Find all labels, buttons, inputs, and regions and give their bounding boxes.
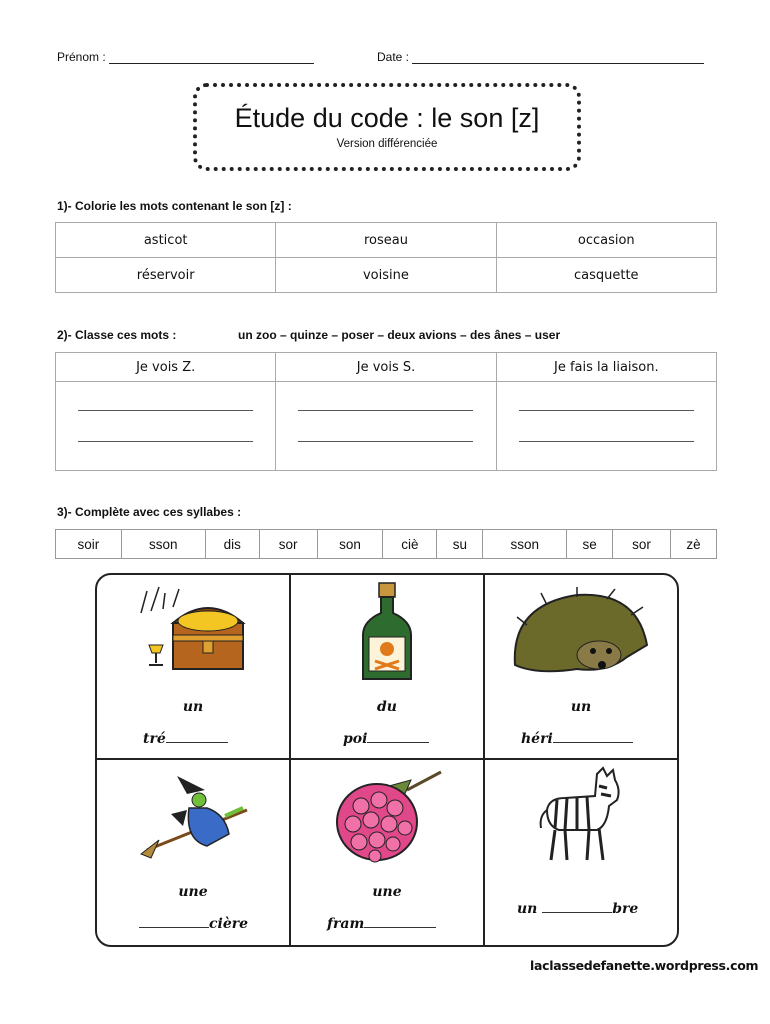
prenom-line[interactable] xyxy=(109,63,314,64)
card-herisson xyxy=(485,575,677,758)
exercise1-table xyxy=(55,222,717,293)
card-poison xyxy=(291,575,483,758)
picture-grid xyxy=(95,573,679,947)
fill-tresor[interactable]: tré xyxy=(143,730,228,747)
fill-herisson[interactable]: héri xyxy=(521,730,633,747)
prenom-label: Prénom : xyxy=(57,50,106,64)
article-un: un xyxy=(570,699,592,715)
exercise2-wordlist: un zoo – quinze – poser – deux avions – des ânes – user xyxy=(238,328,561,342)
prenom-field[interactable] xyxy=(57,50,314,64)
syllable-cell: su xyxy=(437,530,483,559)
column-header: Je fais la liaison. xyxy=(496,353,716,382)
raspberry-icon xyxy=(331,766,445,866)
card-sorciere xyxy=(97,760,289,943)
syllable-cell: dis xyxy=(205,530,259,559)
answer-cell[interactable] xyxy=(276,382,496,471)
column-header: Je vois Z. xyxy=(56,353,276,382)
word-cell[interactable]: casquette xyxy=(496,258,716,293)
syllable-cell: sor xyxy=(613,530,671,559)
card-zebre xyxy=(485,760,677,943)
answer-cell[interactable] xyxy=(496,382,716,471)
syllable-cell: sson xyxy=(483,530,567,559)
article-une: une xyxy=(178,884,208,900)
column-header: Je vois S. xyxy=(276,353,496,382)
page-title: Étude du code : le son [z] xyxy=(234,103,540,133)
fill-zebre[interactable]: un bre xyxy=(517,901,639,917)
zebra-icon xyxy=(537,766,629,866)
witch-icon xyxy=(137,770,255,860)
card-treasure xyxy=(97,575,289,758)
word-cell[interactable]: occasion xyxy=(496,223,716,258)
article-une: une xyxy=(372,884,402,900)
date-label: Date : xyxy=(377,50,410,64)
syllable-cell: se xyxy=(567,530,613,559)
word-cell[interactable]: asticot xyxy=(56,223,276,258)
fill-framboise[interactable]: fram xyxy=(327,915,436,932)
title-box xyxy=(193,83,581,171)
date-line[interactable] xyxy=(412,63,704,64)
syllable-cell: son xyxy=(317,530,383,559)
syllable-table xyxy=(55,529,717,559)
fill-poison[interactable]: poi xyxy=(343,730,429,747)
word-cell[interactable]: réservoir xyxy=(56,258,276,293)
footer-site: laclassedefanette.wordpress.com xyxy=(530,958,759,973)
page-subtitle: Version différenciée xyxy=(336,138,438,150)
word-cell[interactable]: voisine xyxy=(276,258,496,293)
card-framboise xyxy=(291,760,483,943)
exercise1-question: 1)- Colorie les mots contenant le son [z] : xyxy=(57,199,292,213)
syllable-cell: soir xyxy=(56,530,122,559)
exercise3-question: 3)- Complète avec ces syllabes : xyxy=(57,505,242,519)
exercise2-question: 2)- Classe ces mots : xyxy=(57,328,177,342)
answer-cell[interactable] xyxy=(56,382,276,471)
hedgehog-icon xyxy=(507,585,653,677)
article-un: un xyxy=(182,699,204,715)
syllable-cell: ciè xyxy=(383,530,437,559)
syllable-cell: zè xyxy=(670,530,716,559)
syllable-cell: sson xyxy=(121,530,205,559)
fill-sorciere[interactable]: cière xyxy=(139,915,248,932)
exercise2-table xyxy=(55,352,717,471)
word-cell[interactable]: roseau xyxy=(276,223,496,258)
treasure-chest-icon xyxy=(133,583,257,673)
date-field[interactable] xyxy=(377,50,704,64)
poison-bottle-icon xyxy=(357,581,417,685)
article-du: du xyxy=(377,699,397,715)
syllable-cell: sor xyxy=(259,530,317,559)
